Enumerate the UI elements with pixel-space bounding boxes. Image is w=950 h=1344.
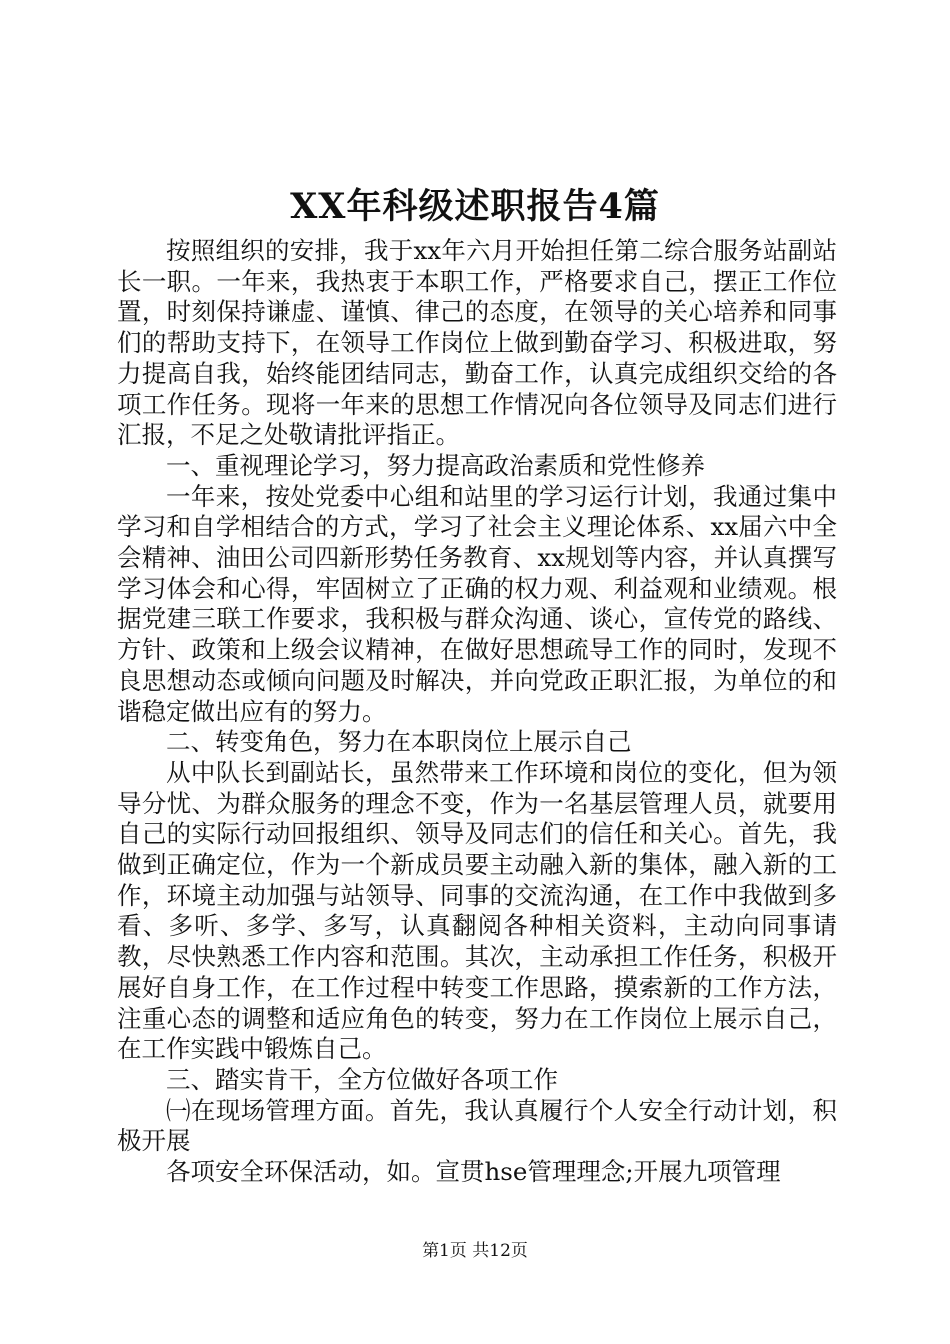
section-paragraph-1: 一年来，按处党委中心组和站里的学习运行计划，我通过集中学习和自学相结合的方式，学习了社会主义理论体系、xx届六中全会精神、油田公司四新形势任务教育、xx规划等内容，并认真撰写学习体会和心得，牢固树立了正确的权力观、利益观和业绩观。根据党建三联工作要求，我积极与群众沟通、谈心，宣传党的路线、方针、政策和上级会议精神，在做好思想疏导工作的同时，发现不良思想动态或倾向问题及时解决，并向党政正职汇报，为单位的和谐稳定做出应有的努力。 (117, 481, 837, 726)
section-heading-2: 二、转变角色，努力在本职岗位上展示自己 (166, 727, 632, 757)
section-heading-1: 一、重视理论学习，努力提高政治素质和党性修养 (166, 450, 705, 480)
page-footer: 第1页 共12页 (422, 1241, 528, 1261)
section-paragraph-3a: ㈠在现场管理方面。首先，我认真履行个人安全行动计划，积极开展 (117, 1095, 837, 1156)
section-heading-3: 三、踏实肯干，全方位做好各项工作 (166, 1064, 558, 1094)
section-paragraph-2: 从中队长到副站长，虽然带来工作环境和岗位的变化，但为领导分忧、为群众服务的理念不变，作为一名基层管理人员，就要用自己的实际行动回报组织、领导及同志们的信任和关心。首先，我做到正确定位，作为一个新成员要主动融入新的集体，融入新的工作，环境主动加强与站领导、同事的交流沟通，在工作中我做到多看、多听、多学、多写，认真翻阅各种相关资料，主动向同事请教，尽快熟悉工作内容和范围。其次，主动承担工作任务，积极开展好自身工作，在工作过程中转变工作思路，摸索新的工作方法，注重心态的调整和适应角色的转变，努力在工作岗位上展示自己，在工作实践中锻炼自己。 (117, 757, 837, 1064)
document-body (117, 236, 837, 1188)
section-paragraph-3b: 各项安全环保活动，如。宣贯hse管理理念;开展九项管理 (166, 1157, 781, 1187)
document-title: XX年科级述职报告4篇 (290, 186, 660, 227)
intro-paragraph: 按照组织的安排，我于xx年六月开始担任第二综合服务站副站长一职。一年来，我热衷于本职工作，严格要求自己，摆正工作位置，时刻保持谦虚、谨慎、律己的态度，在领导的关心培养和同事们的帮助支持下，在领导工作岗位上做到勤奋学习、积极进取，努力提高自我，始终能团结同志，勤奋工作，认真完成组织交给的各项工作任务。现将一年来的思想工作情况向各位领导及同志们进行汇报，不足之处敬请批评指正。 (117, 236, 837, 450)
